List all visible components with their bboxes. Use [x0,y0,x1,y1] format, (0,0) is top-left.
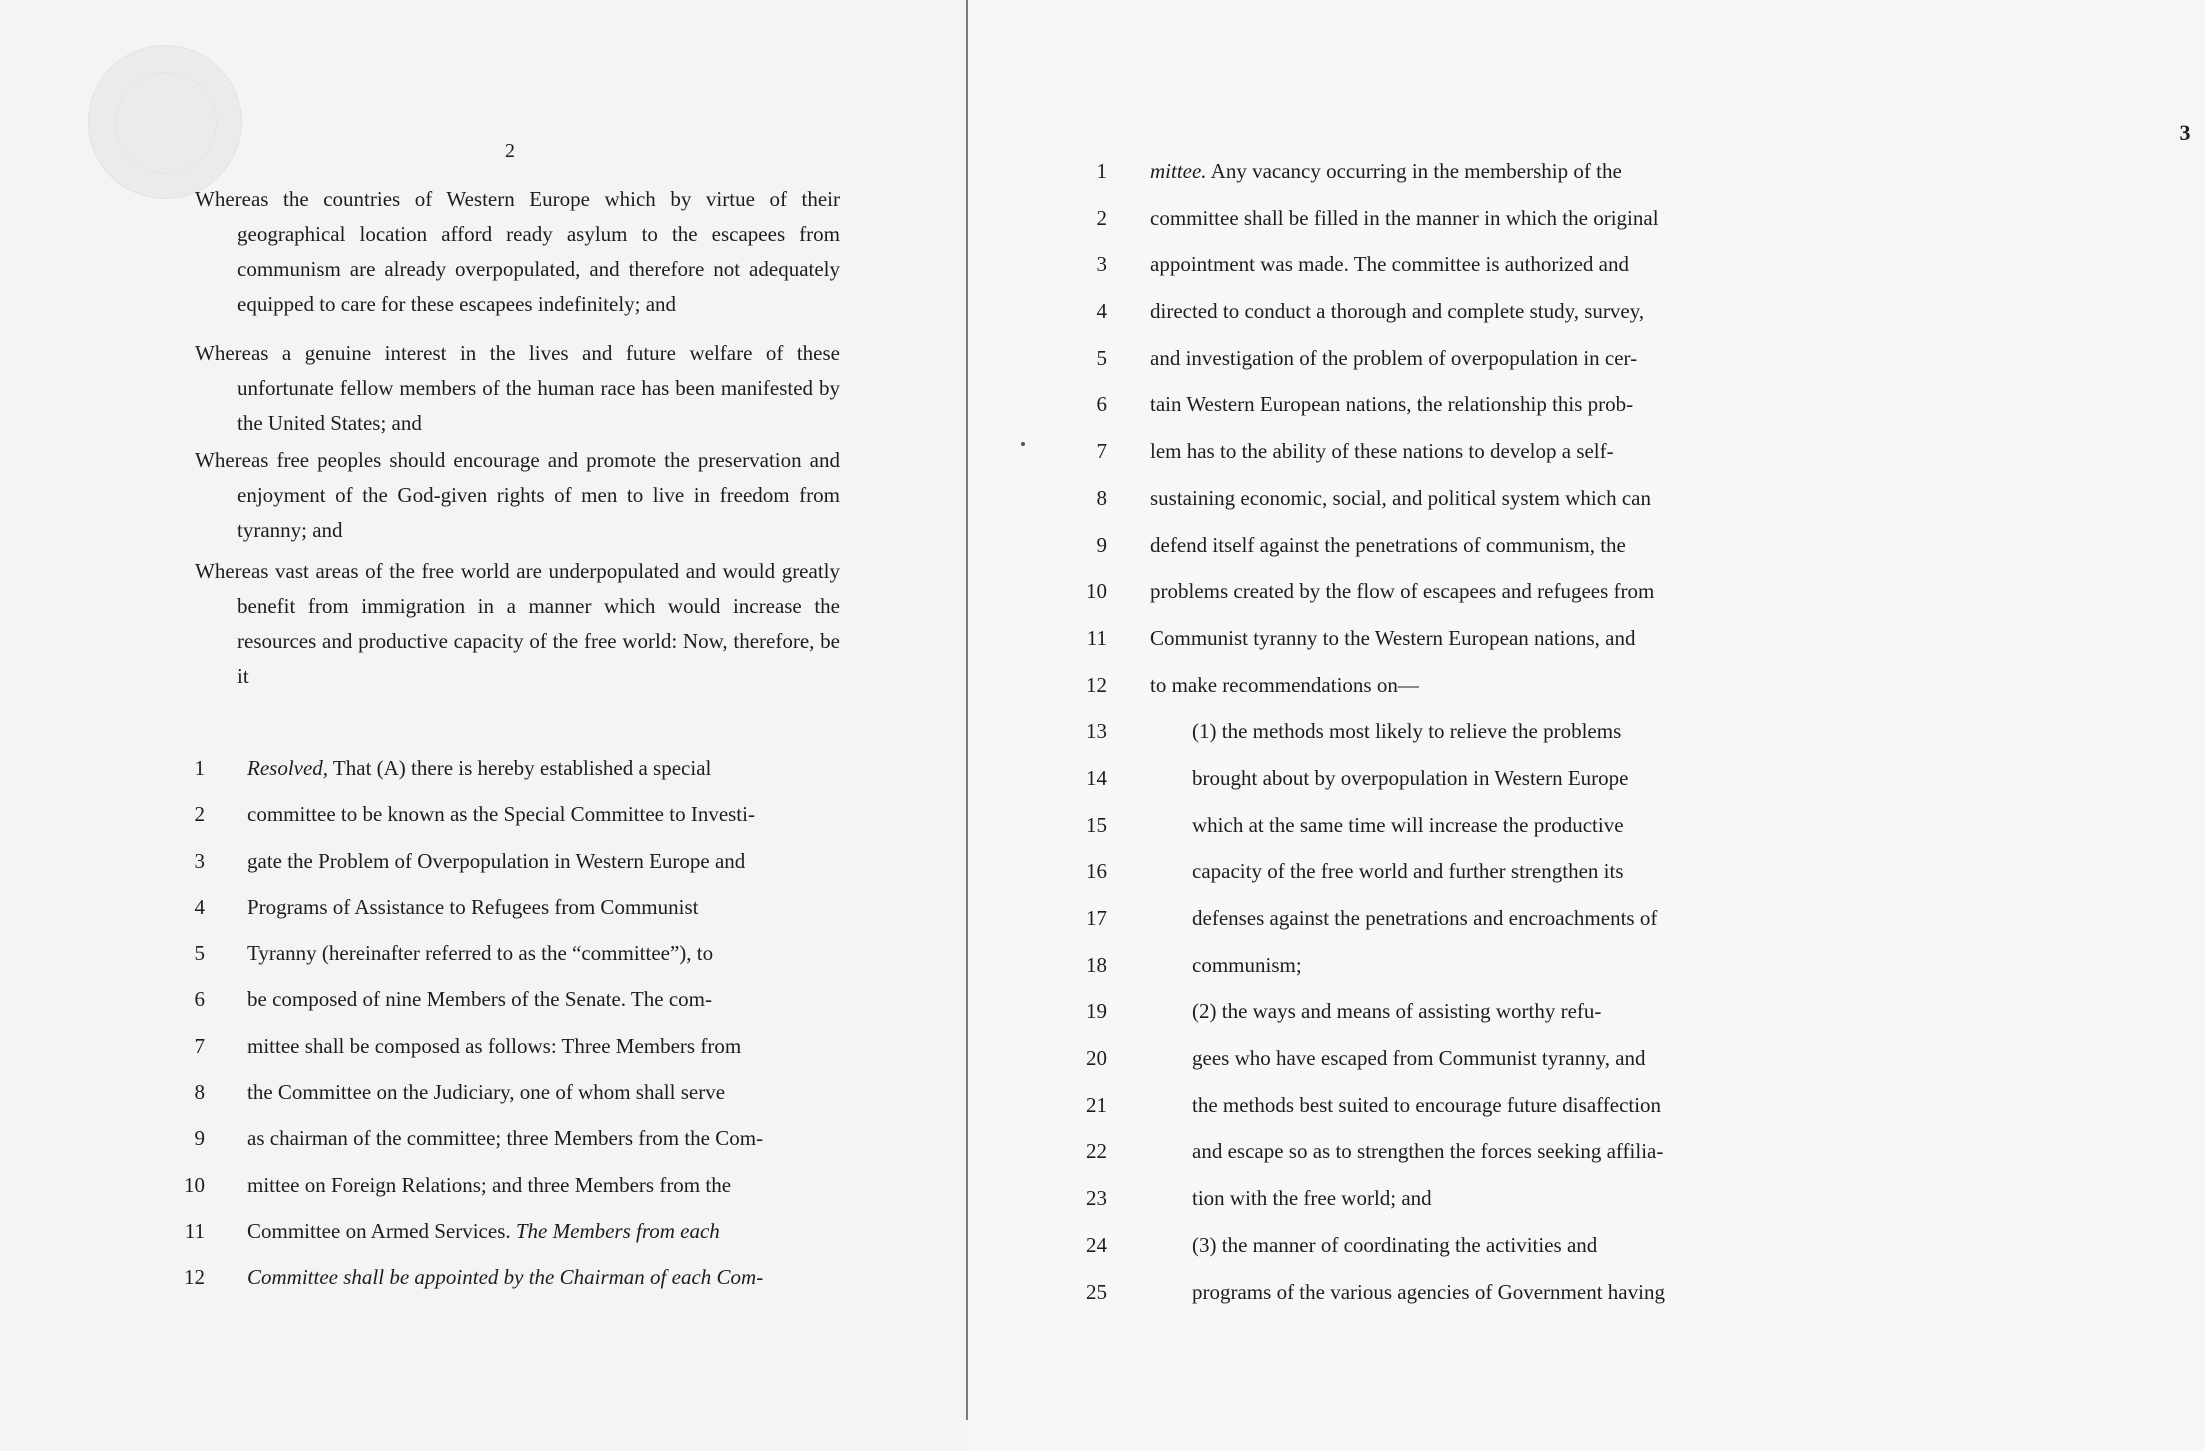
line-body: (1) the methods most likely to relieve the problems [1192,719,1622,744]
line-body: tain Western European nations, the relationship this prob- [1150,392,1634,417]
line-row [1096,391,1861,438]
line-number: 12 [184,1265,205,1290]
line-row [1096,158,1861,205]
line-body: directed to conduct a thorough and complete study, survey, [1150,299,1645,324]
line-body: appointment was made. The committee is authorized and [1150,252,1629,277]
line-number: 14 [1086,765,1107,790]
line-text [1150,485,1861,511]
line-text [247,986,845,1012]
line-number: 21 [1086,1092,1107,1117]
line-body: the Committee on the Judiciary, one of whom shall serve [247,1080,726,1105]
line-number: 22 [1086,1139,1107,1164]
line-number: 11 [1086,625,1107,650]
line-number: 18 [1086,952,1107,977]
line-row [1086,1232,1861,1279]
line-text [1150,438,1861,464]
line-row [1086,1185,1861,1232]
whereas-clause-4: Whereas vast areas of the free world are underpopulated and would greatly benefit from immigration in a manner which would increase the resources and productive capacity of the free world: Now, therefore, be it [195,559,840,688]
line-row [1096,298,1861,345]
line-italic-suffix: Committee shall be appointed by the Chairman of each Com- [247,1265,764,1290]
line-row [1086,1138,1861,1185]
line-text [1150,251,1861,277]
line-number: 3 [1096,252,1107,277]
line-row [1086,578,1861,625]
line-number: 7 [194,1033,205,1058]
line-number: 16 [1086,859,1107,884]
line-number: 8 [194,1080,205,1105]
line-text [1150,345,1861,371]
line-row [194,1079,845,1125]
line-body: be composed of nine Members of the Senate. The com- [247,987,712,1012]
line-body: Programs of Assistance to Refugees from Communist [247,894,699,919]
line-number: 11 [184,1218,205,1243]
line-body: defend itself against the penetrations of communism, the [1150,532,1626,557]
line-row [1096,532,1861,579]
line-text [247,1079,845,1105]
line-row [194,894,845,940]
line-body: programs of the various agencies of Government having [1192,1279,1665,1304]
line-row [194,1125,845,1171]
line-row [1096,485,1861,532]
whereas-clauses [195,182,840,694]
line-number: 12 [1086,672,1107,697]
line-body: gate the Problem of Overpopulation in Western Europe and [247,848,746,873]
line-number: 7 [1096,439,1107,464]
line-body: problems created by the flow of escapees and refugees from [1150,579,1655,604]
line-number: 2 [1096,205,1107,230]
line-row [1086,1092,1861,1139]
left-page [0,0,968,1451]
whereas-clause-1: Whereas the countries of Western Europe which by virtue of their geographical location afford ready asylum to the escapees from communism are already overpopulated, and therefore not adequately equipped to care for these escapees indefinitely; and [195,187,840,316]
line-row [1096,205,1861,252]
line-body: and escape so as to strengthen the forces seeking affilia- [1192,1139,1664,1164]
line-italic-prefix: mittee. [1150,159,1207,183]
line-number: 10 [184,1172,205,1197]
line-number: 10 [1086,579,1107,604]
line-text [1150,205,1861,231]
whereas-clause-2: Whereas a genuine interest in the lives and future welfare of these unfortunate fellow members of the human race has been manifested by the United States; and [195,341,840,435]
line-body: committee shall be filled in the manner in which the original [1150,205,1659,230]
line-text [1150,998,1861,1024]
line-body: sustaining economic, social, and political system which can [1150,485,1651,510]
line-number: 6 [194,987,205,1012]
line-body: defenses against the penetrations and encroachments of [1192,906,1658,930]
line-body: capacity of the free world and further strengthen its [1192,859,1624,884]
line-italic-suffix: The Members from each [515,1218,720,1243]
line-text [1150,1279,1861,1305]
line-row [194,940,845,986]
line-text [1150,718,1861,744]
whereas-clause-3: Whereas free peoples should encourage and promote the preservation and enjoyment of the God-given rights of men to live in freedom from tyranny; and [195,448,840,542]
line-number: 13 [1086,719,1107,744]
line-text [1150,812,1861,838]
line-body: to make recommendations on— [1150,672,1419,697]
line-row [1086,812,1861,859]
line-text [1150,1185,1861,1211]
line-number: 3 [194,848,205,873]
line-row [1096,438,1861,485]
line-text [247,1125,845,1151]
line-text [247,894,845,920]
line-row [1086,1045,1861,1092]
line-number: 5 [194,941,205,966]
line-text [1150,858,1861,884]
line-text [1150,765,1861,791]
line-body: which at the same time will increase the productive [1192,812,1624,837]
line-number: 8 [1096,485,1107,510]
line-row [1086,1279,1861,1326]
line-body: mittee on Foreign Relations; and three Members from the [247,1172,732,1197]
line-body: and investigation of the problem of overpopulation in cer- [1150,345,1638,370]
line-text [1150,532,1861,558]
line-row [1086,905,1861,952]
line-body: (3) the manner of coordinating the activities and [1192,1232,1598,1257]
line-body: Tyranny (hereinafter referred to as the “committee”), to [247,941,714,966]
line-body: the methods best suited to encourage future disaffection [1192,1092,1662,1117]
line-body: brought about by overpopulation in Western Europe [1192,765,1629,790]
line-body: gees who have escaped from Communist tyranny, and [1192,1046,1646,1071]
line-text [1150,1138,1861,1164]
line-number: 1 [1096,159,1107,183]
line-text [1150,672,1861,698]
page-number-left: 2 [505,140,515,162]
line-number: 23 [1086,1186,1107,1211]
line-number: 24 [1086,1232,1107,1257]
line-text [1150,298,1861,324]
line-number: 9 [194,1126,205,1151]
line-number: 1 [194,756,205,780]
line-text [247,848,845,874]
line-row [194,755,845,801]
line-row [194,801,845,847]
line-body: Committee on Armed Services. [247,1218,516,1243]
line-number: 15 [1086,812,1107,837]
line-body: communism; [1192,952,1302,977]
line-body: as chairman of the committee; three Members from the Com- [247,1126,764,1151]
line-row [184,1172,845,1218]
line-text [1150,578,1861,604]
line-text [247,801,845,827]
line-body: mittee shall be composed as follows: Three Members from [247,1033,742,1058]
line-row [1086,858,1861,905]
line-text [247,1264,845,1290]
line-text [1150,1232,1861,1258]
line-body: Communist tyranny to the Western European nations, and [1150,625,1636,650]
line-text [247,940,845,966]
line-row [1096,345,1861,392]
page-number-right: 3 [2179,120,2191,145]
line-number: 5 [1096,345,1107,370]
line-text [1150,905,1861,931]
line-row [184,1218,845,1264]
resolution-lines-left [184,755,845,1311]
line-body: tion with the free world; and [1192,1186,1432,1211]
line-number: 25 [1086,1279,1107,1304]
line-row [194,848,845,894]
line-number: 2 [194,802,205,827]
line-number: 4 [194,894,205,919]
line-row [1096,251,1861,298]
line-body: lem has to the ability of these nations to develop a self- [1150,439,1614,464]
line-row [194,1033,845,1079]
line-number: 9 [1096,532,1107,557]
line-row [184,1264,845,1310]
line-text [247,755,845,781]
line-text [247,1218,845,1244]
line-italic-prefix: Resolved, [247,756,329,780]
line-text [1150,391,1861,417]
line-row [1086,765,1861,812]
line-text [1150,625,1861,651]
line-number: 19 [1086,999,1107,1024]
line-row [1086,672,1861,719]
ink-speck [1021,442,1025,446]
resolution-lines-right [1086,158,1861,1325]
line-text [1150,952,1861,978]
line-number: 17 [1086,906,1107,930]
line-text [1150,1092,1861,1118]
line-body: committee to be known as the Special Committee to Investi- [247,802,755,827]
library-stamp-seal [88,45,242,199]
line-body: (2) the ways and means of assisting worthy refu- [1192,999,1602,1024]
line-row [194,986,845,1032]
line-body: Any vacancy occurring in the membership of the [1206,159,1622,183]
line-text [1150,158,1861,184]
line-number: 20 [1086,1046,1107,1071]
line-row [1086,625,1861,672]
line-row [1086,718,1861,765]
line-text [247,1172,845,1198]
line-number: 4 [1096,299,1107,324]
line-text [1150,1045,1861,1071]
line-number: 6 [1096,392,1107,417]
line-body: That (A) there is hereby established a special [328,756,712,780]
line-text [247,1033,845,1059]
line-row [1086,998,1861,1045]
line-row [1086,952,1861,999]
